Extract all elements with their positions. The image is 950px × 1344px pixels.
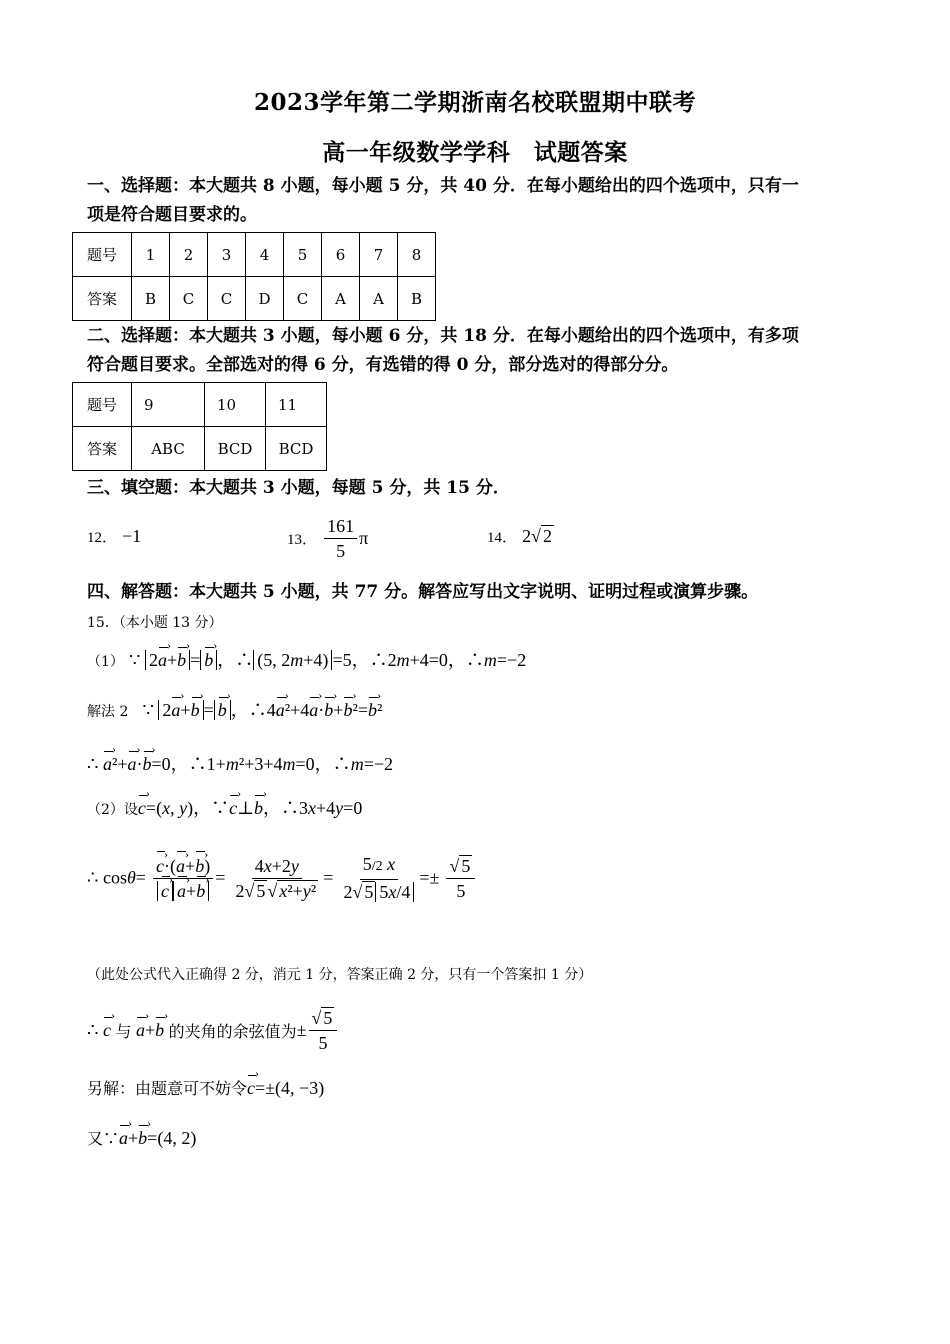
fraction: $\frac{√ 5}{5}$ [309,1006,338,1055]
fraction-denominator: 5 [336,541,346,561]
table-row-questions [73,233,436,277]
answer-cell: BCD [266,427,327,471]
answer-cell: BCD [205,427,266,471]
question-number-cell: 8 [398,233,436,277]
fraction: › c·(› a+› b) › c› a+› b [153,854,213,903]
table-row-questions [73,383,327,427]
answer-cell: C [208,277,246,321]
method2-solution: 解法 2 ∵ 2› a+› b =› b ，∴4› a²+4› a·› b+› b²=› b² [87,696,382,722]
pi-symbol: π [359,528,369,548]
answer-cell: A [360,277,398,321]
question-number-cell: 1 [132,233,170,277]
section4-heading: 四、解答题：本大题共 5 小题，共 77 分。解答应写出文字说明、证明过程或演算步骤。 [87,582,759,602]
question-number-cell: 10 [205,383,266,427]
section2-answer-table [72,382,327,471]
fraction-numerator: 161 [324,514,357,539]
method-label: 解法 2 [87,704,129,720]
answer-cell: ABC [132,427,205,471]
fraction: $\frac{√ 5}{5}$ [446,854,475,903]
question-number: 12． [87,530,118,546]
table-header-cell: 题号 [73,383,132,427]
fill-answer-14: 14． 2√ 2 [487,526,552,546]
section1-heading-line1: 一、选择题：本大题共 8 小题，每小题 5 分，共 40 分．在每小题给出的四个选项中，只有一 [87,176,799,196]
cosine-formula: ∴ cosθ= › c·(› a+› b) › c› a+› b = $\frac{4x+2y}{\text{2√ 5 √ x²+y²}}$ = $\frac{5/2 x}{2√ 5 5x/4}$ =± $\frac{√ 5}{5}$ [87,852,477,904]
exam-subtitle: 高一年级数学学科 试题答案 [322,139,628,166]
section2-heading-line1: 二、选择题：本大题共 3 小题，每小题 6 分，共 18 分．在每小题给出的四个选项中，有多项 [87,326,799,346]
again-label: 又∵ [87,1129,120,1148]
part-label: （1） [87,654,124,670]
section1-heading-line2: 项是符合题目要求的。 [87,205,257,225]
conclusion-text: 与 [115,1022,132,1041]
answer-cell: C [284,277,322,321]
section1-answer-table [72,232,436,321]
fill-answer-12 [87,526,141,547]
question-number: 14． [487,530,518,546]
method2-derivation: ∴ › a²+› a·› b=0，∴1+m²+3+4m=0，∴m=−2 [87,750,393,776]
fraction: $\frac{5/2 x}{2√ 5 5x/4}$ [340,852,417,904]
conclusion-text: 的夹角的余弦值为 [168,1022,297,1041]
section2-heading [87,322,877,380]
question-number-cell: 4 [246,233,284,277]
fraction [324,514,357,563]
question-number-cell: 3 [208,233,246,277]
question-number-cell: 2 [170,233,208,277]
answer-cell: B [132,277,170,321]
table-row-answers [73,427,327,471]
scoring-note: （此处公式代入正确得 2 分，消元 1 分，答案正确 2 分，只有一个答案扣 1 分） [87,967,593,983]
section1-heading [87,172,877,230]
answer-value: −1 [122,526,142,546]
question-number-cell: 7 [360,233,398,277]
answer-cell: B [398,277,436,321]
section3-heading: 三、填空题：本大题共 3 小题，每题 5 分，共 15 分． [87,478,510,498]
question-number-cell: 5 [284,233,322,277]
table-header-cell: 答案 [73,277,132,321]
question-number-cell: 9 [132,383,205,427]
answer-cell: D [246,277,284,321]
question-number-cell: 11 [266,383,327,427]
fraction: $\frac{4x+2y}{\text{2√ 5 √ x²+y²}}$ [235,855,317,901]
answer-cell: C [170,277,208,321]
table-header-cell: 题号 [73,233,132,277]
question15-header: 15．（本小题 13 分） [87,615,223,631]
exam-title: 2023学年第二学期浙南名校联盟期中联考 [253,89,696,116]
fill-answer-13 [287,514,368,563]
table-header-cell: 答案 [73,427,132,471]
alternative-solution: 另解：由题意可不妨令› c=±(4, −3) [87,1076,324,1099]
question-number: 13． [287,532,318,548]
part2-conclusion: ∴ › c 与 › a+› b 的夹角的余弦值为± $\frac{√ 5}{5}$ [87,1006,339,1055]
alt-label: 另解：由题意可不妨令 [87,1079,248,1098]
part-label: （2）设 [87,802,138,818]
answer-coefficient: 2 [522,526,532,546]
alternative-sum: 又∵› a+› b=(4, 2) [87,1126,196,1149]
question-number-cell: 6 [322,233,360,277]
part2-setup: （2）设› c=(x, y)，∵› c⊥› b，∴3x+4y=0 [87,794,362,820]
answer-cell: A [322,277,360,321]
table-row-answers [73,277,436,321]
section2-heading-line2: 符合题目要求。全部选对的得 6 分，有选错的得 0 分，部分选对的得部分分。 [87,355,679,375]
part1-solution: （1） ∵ 2› a+› b =› b ，∴ (5, 2m+4) =5，∴2m+4=0，∴m=−2 [87,646,526,672]
answer-radicand: 2 [543,526,552,546]
